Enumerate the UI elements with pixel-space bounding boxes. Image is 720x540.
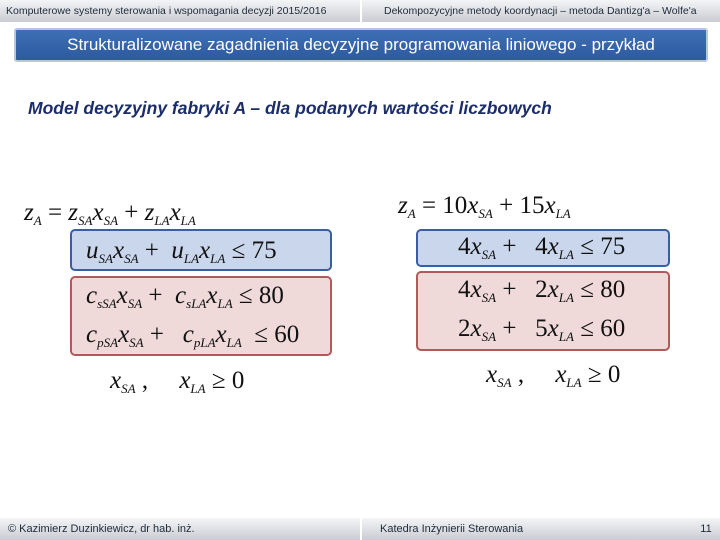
left-local-constraint-2: $c_{pSA}x_{SA} + c_{pLA}x_{LA} \le 60$: [86, 321, 300, 350]
footer-department: Katedra Inżynierii Sterowania: [362, 518, 692, 540]
page-number: 11: [692, 518, 720, 540]
right-local-constraint-1: $4x_{SA} + 2x_{LA} \le 80$: [458, 276, 626, 305]
slide-subtitle: Model decyzyjny fabryki A – dla podanych wartości liczbowych: [28, 98, 552, 118]
right-rhs-1: 75: [600, 233, 626, 260]
footer-author: © Kazimierz Duzinkiewicz, dr hab. inż.: [0, 518, 360, 540]
header-course: Komputerowe systemy sterowania i wspomagania decyzji 2015/2016: [0, 0, 360, 22]
left-rhs-3: 60: [274, 321, 300, 348]
right-nonnegativity: $x_{SA}$ , $x_{LA} \ge 0$: [486, 361, 621, 390]
right-rhs-2: 80: [600, 276, 626, 303]
left-common-constraint: $u_{SA}x_{SA} + u_{LA}x_{LA} \le 75$: [86, 237, 277, 266]
header-topic: Dekompozycyjne metody koordynacji – metoda Dantizg'a – Wolfe'a: [362, 0, 720, 22]
slide-title: Strukturalizowane zagadnienia decyzyjne programowania liniowego - przykład: [14, 28, 708, 62]
right-objective: $z_A = 10x_{SA} + 15x_{LA}$: [398, 192, 571, 221]
left-rhs-1: 75: [251, 237, 277, 264]
left-objective: $z_A = z_{SA}x_{SA} + z_{LA}x_{LA}$: [24, 199, 196, 228]
right-rhs-3: 60: [600, 315, 626, 342]
left-zero: 0: [231, 367, 245, 394]
left-nonnegativity: $x_{SA}$ , $x_{LA} \ge 0$: [110, 367, 245, 396]
right-common-constraint: $4x_{SA} + 4x_{LA} \le 75$: [458, 233, 626, 262]
left-rhs-2: 80: [258, 282, 284, 309]
right-local-constraint-2: $2x_{SA} + 5x_{LA} \le 60$: [458, 315, 626, 344]
right-zero: 0: [607, 361, 621, 388]
left-local-constraint-1: $c_{sSA}x_{SA} + c_{sLA}x_{LA} \le 80$: [86, 282, 284, 311]
